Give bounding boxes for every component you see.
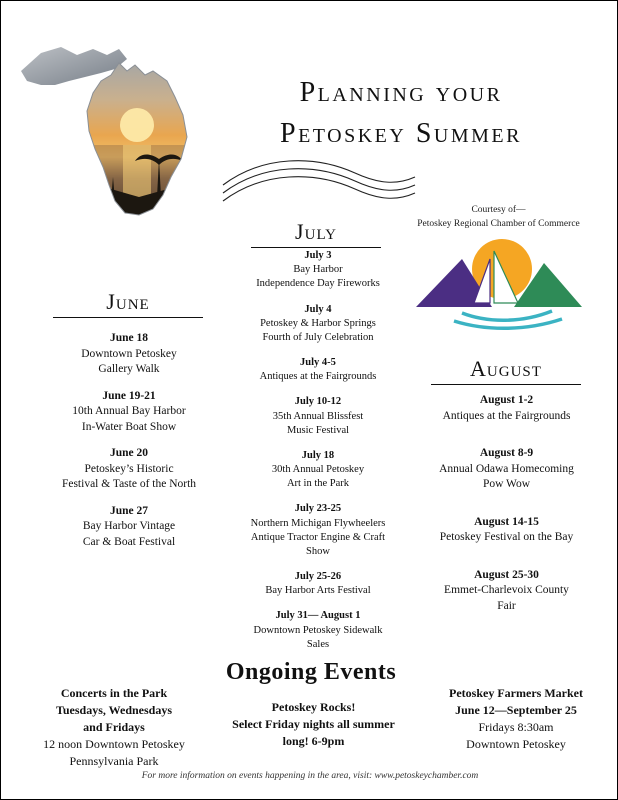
month-rule-july <box>251 247 381 248</box>
rocks-line-3: long! 6-9pm <box>282 734 345 749</box>
market-line-3: Fridays 8:30am <box>478 720 554 735</box>
event-name: Bay Harbor Vintage Car & Boat Festival <box>82 520 176 548</box>
title-line-2: Petoskey Summer <box>280 117 522 149</box>
event-name: Antiques at the Fairgrounds <box>259 371 377 383</box>
ongoing-farmers-market-block <box>421 685 611 753</box>
event-item: July 4-5 Antiques at the Fairgrounds <box>223 356 413 384</box>
concerts-line-2: Tuesdays, Wednesdays <box>55 703 173 718</box>
event-name: Downtown Petoskey Gallery Walk <box>81 347 177 376</box>
event-name: Emmet-Charlevoix County Fair <box>444 584 569 612</box>
event-name: Annual Odawa Homecoming Pow Wow <box>439 462 574 491</box>
event-name: 10th Annual Bay Harbor In-Water Boat Show <box>72 405 186 433</box>
event-item: July 31— August 1 Downtown Petoskey Sidewalk Sales <box>223 609 413 652</box>
courtesy-block <box>391 204 606 232</box>
market-line-4: Downtown Petoskey <box>466 737 566 752</box>
event-name: 35th Annual Blissfest Music Festival <box>272 410 364 436</box>
month-rule-june <box>53 317 203 318</box>
concerts-line-5: Pennsylvania Park <box>69 754 159 769</box>
event-item: June 27 Bay Harbor Vintage Car & Boat Festival <box>29 504 229 551</box>
concerts-line-1: Concerts in the Park <box>60 686 168 700</box>
event-item: June 19-21 10th Annual Bay Harbor In-Water Boat Show <box>29 389 229 436</box>
swoosh-divider-icon <box>219 151 419 211</box>
rocks-line-2: Select Friday nights all summer <box>232 717 395 732</box>
event-name: Bay Harbor Independence Day Fireworks <box>256 264 380 290</box>
sailboat-logo-icon <box>406 229 586 339</box>
event-item: August 25-30 Emmet-Charlevoix County Fair <box>409 568 604 615</box>
event-item: July 25-26 Bay Harbor Arts Festival <box>223 570 413 598</box>
event-item: August 14-15 Petoskey Festival on the Bay <box>409 515 604 546</box>
month-name-july: July <box>295 219 337 244</box>
month-name-june: June <box>106 289 150 314</box>
event-name: Petoskey Festival on the Bay <box>439 531 574 544</box>
month-name-august: August <box>470 356 542 381</box>
event-item: June 20 Petoskey’s Historic Festival & Taste of the North <box>29 446 229 493</box>
event-name: Bay Harbor Arts Festival <box>265 585 371 597</box>
event-name: Petoskey’s Historic Festival & Taste of the North <box>61 462 197 491</box>
event-item: July 10-12 35th Annual Blissfest Music Festival <box>223 395 413 438</box>
event-item: June 18 Downtown Petoskey Gallery Walk <box>29 331 229 378</box>
michigan-map-icon <box>15 19 230 229</box>
courtesy-line-1: Courtesy of— <box>471 205 526 215</box>
footer-note: For more information on events happening in the area, visit: www.petoskeychamber.com <box>141 771 479 781</box>
ongoing-petoskey-rocks-block <box>206 699 421 750</box>
events-column-june <box>29 331 229 561</box>
ongoing-events-heading: Ongoing Events <box>225 659 397 685</box>
michigan-sunset-graphic <box>15 19 230 229</box>
month-heading-august <box>431 356 581 385</box>
event-name: Petoskey & Harbor Springs Fourth of July Celebration <box>260 317 376 343</box>
event-name: 30th Annual Petoskey Art in the Park <box>271 464 365 490</box>
title-line-1: Planning your <box>299 77 503 108</box>
event-item: August 8-9 Annual Odawa Homecoming Pow Wow <box>409 446 604 493</box>
market-line-2: June 12—September 25 <box>455 703 577 718</box>
event-name: Downtown Petoskey Sidewalk Sales <box>253 624 383 650</box>
event-name: Northern Michigan Flywheelers Antique Tractor Engine & Craft Show <box>250 517 386 557</box>
ongoing-concerts-block <box>19 685 209 770</box>
market-line-1: Petoskey Farmers Market <box>449 686 583 700</box>
month-rule-august <box>431 384 581 385</box>
month-heading-june <box>53 289 203 318</box>
events-column-august <box>409 393 604 625</box>
event-name: Antiques at the Fairgrounds <box>442 409 571 422</box>
events-column-july <box>223 249 413 663</box>
concerts-line-3: and Fridays <box>83 720 145 735</box>
rocks-line-1: Petoskey Rocks! <box>271 700 356 714</box>
event-item: July 18 30th Annual Petoskey Art in the Park <box>223 449 413 492</box>
event-item: August 1-2 Antiques at the Fairgrounds <box>409 393 604 424</box>
event-item: July 23-25 Northern Michigan Flywheelers Antique Tractor Engine & Craft Show <box>223 502 413 559</box>
event-item: July 3 Bay Harbor Independence Day Fireworks <box>223 249 413 292</box>
concerts-line-4: 12 noon Downtown Petoskey <box>43 737 185 752</box>
page-title <box>201 73 601 154</box>
month-heading-july <box>251 219 381 248</box>
event-item: July 4 Petoskey & Harbor Springs Fourth of July Celebration <box>223 303 413 346</box>
courtesy-line-2: Petoskey Regional Chamber of Commerce <box>417 218 580 229</box>
